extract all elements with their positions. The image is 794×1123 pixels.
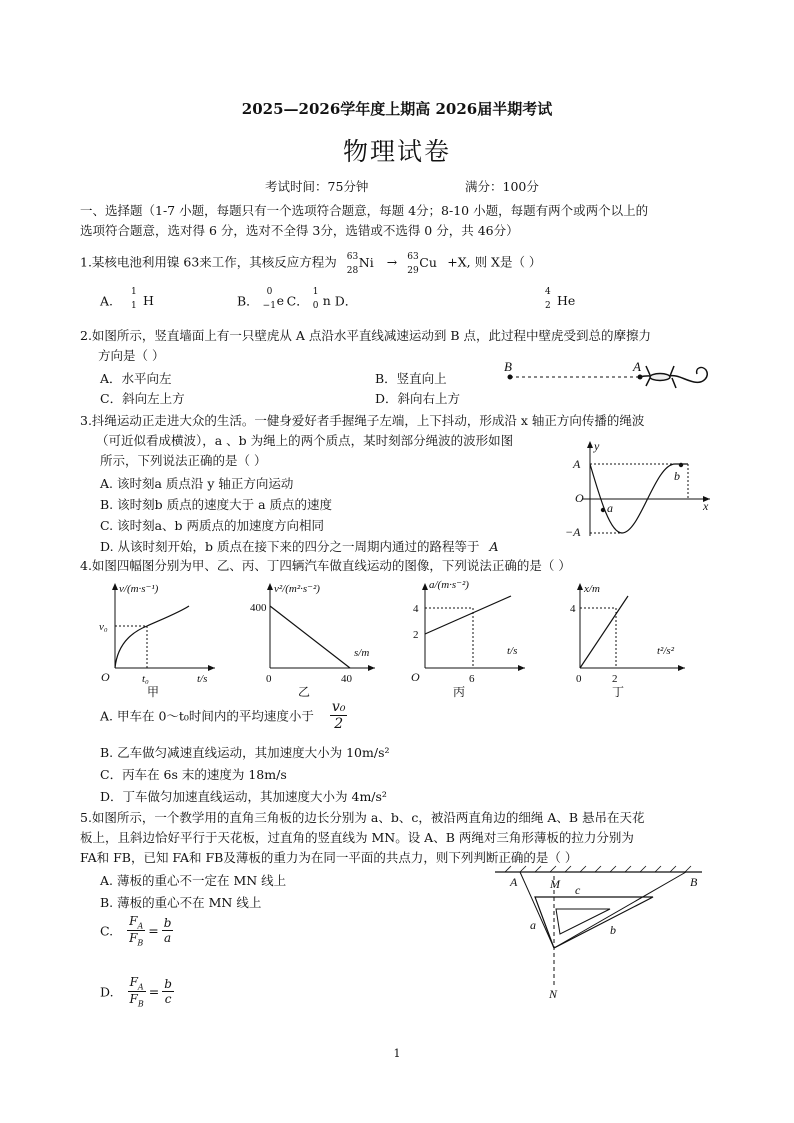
- y-label: v/(m·s⁻¹): [119, 583, 159, 595]
- half-v0-fraction: [330, 699, 348, 732]
- sub: B: [137, 999, 144, 1009]
- nuclide-symbol: H: [143, 293, 154, 308]
- point-b: [679, 463, 683, 467]
- y-tick: v₀: [99, 621, 108, 633]
- label-a: A: [633, 359, 641, 374]
- nuclide-z: 2: [545, 301, 551, 311]
- sym: F: [129, 992, 138, 1007]
- nuclide-ni: [347, 250, 387, 276]
- graph-jia: [99, 583, 215, 698]
- nuclide-z: −1: [262, 301, 276, 311]
- motion-graphs: [95, 578, 705, 698]
- sub: A: [137, 921, 144, 931]
- amp-pos-label: A: [573, 457, 581, 471]
- amp-neg-label: −A: [565, 525, 581, 539]
- frac-num: v₀: [331, 699, 346, 715]
- reaction-arrow: →: [386, 254, 398, 270]
- label-a: a: [530, 918, 536, 932]
- gecko-icon: [640, 366, 707, 388]
- nuclide-e: [263, 289, 287, 315]
- x-arrow-icon: [678, 665, 685, 671]
- y-arrow-icon: [587, 441, 593, 448]
- y-arrow-icon: [422, 583, 428, 590]
- origin-label: 0: [266, 673, 272, 685]
- force-ratio: [128, 975, 146, 1009]
- length-ratio: [162, 916, 174, 945]
- q4-option-a-text: A. 甲车在 0～t₀时间内的平均速度小于: [100, 708, 314, 724]
- q3-stem-2: （可近似看成横波），a 、b 为绳上的两个质点，某时刻部分绳波的波形如图: [96, 433, 514, 448]
- nuclide-symbol: e: [276, 293, 285, 308]
- x-tick: 6: [469, 673, 475, 685]
- frac-num: [128, 975, 146, 992]
- q4-option-a: [100, 699, 347, 732]
- nuclide-symbol: n: [322, 293, 331, 308]
- label-B: B: [690, 875, 698, 889]
- label-A: A: [510, 875, 518, 889]
- x-label: x: [703, 499, 709, 513]
- q4-option-c: C．丙车在 6s 末的速度为 18m/s: [100, 767, 287, 782]
- frac-den: c: [164, 992, 172, 1007]
- q4-option-b: B. 乙车做匀减速直线运动，其加速度大小为 10m/s²: [100, 745, 390, 760]
- q2-stem-1: 2.如图所示，竖直墙面上有一只壁虎从 A 点沿水平直线减速运动到 B 点，此过程中壁虎受到总的摩擦力: [80, 328, 652, 343]
- origin-label: O: [101, 670, 110, 684]
- x-arrow-icon: [368, 665, 375, 671]
- frac-den: 2: [334, 716, 344, 732]
- graph-ding: [570, 583, 685, 698]
- q2-option-b: B．竖直向上: [375, 371, 447, 386]
- graph-bing: [411, 579, 525, 698]
- nuclide-n: [313, 289, 335, 315]
- sym: F: [129, 975, 138, 989]
- full-score: 满分：100分: [465, 179, 539, 194]
- frac-num: b: [164, 977, 172, 992]
- q1-option-d: [545, 289, 585, 315]
- amplitude-symbol: A: [489, 539, 499, 554]
- caption: 乙: [298, 685, 311, 698]
- section-instructions-1: 一、选择题（1-7 小题，每题只有一个选项符合题意，每题 4分；8-10 小题，每题有两个或两个以上的: [80, 203, 649, 218]
- origin-label: 0: [576, 673, 582, 685]
- q3-option-d-text: D. 从该时刻开始，b 质点在接下来的四分之一周期内通过的路程等于: [100, 539, 480, 554]
- q2-option-d: D．斜向右上方: [375, 391, 461, 406]
- q3-stem-1: 3.抖绳运动正走进大众的生活。一健身爱好者手握绳子左端，上下抖动，形成沿 x 轴正方向传播的绳波: [80, 413, 645, 428]
- frac-den: [127, 931, 145, 947]
- y-arrow-icon: [577, 583, 583, 590]
- option-label: A.: [100, 293, 114, 309]
- q4-stem: 4.如图四幅图分别为甲、乙、丙、丁四辆汽车做直线运动的图像，下列说法正确的是（ ）: [80, 558, 571, 573]
- ceiling-hatch: [505, 866, 691, 872]
- equals: =: [148, 923, 159, 939]
- q1-stem-text: 1.某核电池利用镍 63来工作，其核反应方程为: [80, 254, 337, 270]
- nuclide-mass: 1: [131, 287, 137, 297]
- frac-num: b: [163, 916, 172, 931]
- nuclide-z: 0: [312, 301, 319, 311]
- q5-stem-2: 板上，且斜边恰好平行于天花板，过直角的竖直线为 MN。设 A、B 两绳对三角形薄板的拉力分别为: [80, 830, 634, 845]
- x-arrow-icon: [518, 665, 525, 671]
- q5-option-b: B. 薄板的重心不在 MN 线上: [100, 895, 262, 910]
- section-instructions-2: 选项符合题意，选对得 6 分，选对不全得 3分，选错或不选得 0 分，共 46分）: [80, 223, 519, 238]
- y-tick: 400: [250, 602, 267, 614]
- triangle-hole: [556, 909, 610, 934]
- q5-option-d: [100, 975, 174, 1009]
- origin-label: O: [411, 670, 420, 684]
- q3-option-c: C. 该时刻a、b 两质点的加速度方向相同: [100, 518, 324, 533]
- nuclide-mass: 0: [266, 287, 273, 297]
- x-tick: 40: [341, 673, 352, 685]
- nuclide-symbol: Cu: [419, 255, 437, 270]
- nuclide-mass: 4: [545, 287, 551, 297]
- q3-option-b: B. 该时刻b 质点的速度大于 a 质点的速度: [100, 497, 333, 512]
- nuclide-mass: 63: [407, 252, 419, 262]
- q5-stem-1: 5.如图所示，一个教学用的直角三角板的边长分别为 a、b、c，被沿两直角边的细绳 A、B 悬吊在天花: [80, 810, 645, 825]
- q5-option-a: A. 薄板的重心不一定在 MN 线上: [100, 873, 287, 888]
- exam-time: 考试时间：75分钟: [265, 179, 369, 194]
- point-a: [601, 508, 605, 512]
- y-tick: 4: [570, 603, 576, 615]
- frac-den: [128, 992, 146, 1008]
- y-label: v²/(m²·s⁻²): [274, 583, 320, 595]
- nuclide-he: [545, 289, 585, 315]
- v-curve: [115, 606, 189, 668]
- frac-den: a: [164, 931, 172, 946]
- label-a: a: [607, 501, 613, 515]
- q1-option-a: [100, 289, 171, 315]
- q2-option-a: A．水平向左: [100, 371, 172, 386]
- label-N: N: [549, 987, 558, 1001]
- gecko-figure: [500, 350, 720, 400]
- subject-title: 物理试卷: [342, 137, 451, 166]
- sym: F: [129, 914, 138, 928]
- q3-option-a: A. 该时刻a 质点沿 y 轴正方向运动: [100, 476, 294, 491]
- nuclide-symbol: Ni: [358, 255, 374, 270]
- rope-a: [520, 872, 554, 948]
- graph-yi: [250, 583, 375, 698]
- frac-num: [127, 914, 145, 931]
- option-label-d: D．: [334, 293, 358, 309]
- origin-label: O: [575, 491, 584, 505]
- x-label: t²/s²: [657, 645, 674, 657]
- a-line: [425, 596, 511, 634]
- force-ratio: [127, 914, 145, 948]
- x-label: s/m: [354, 647, 370, 659]
- x-label: t/s: [197, 673, 208, 685]
- label-c: c: [575, 883, 581, 897]
- label-b: B: [504, 359, 512, 374]
- nuclide-h: [131, 289, 171, 315]
- y-arrow-icon: [267, 583, 273, 590]
- q1-option-b: [237, 289, 357, 315]
- nuclide-symbol: He: [557, 293, 576, 308]
- nuclide-mass: 63: [346, 252, 359, 262]
- nuclide-mass: 1: [312, 287, 319, 297]
- y-label: y: [594, 439, 600, 453]
- q2-stem-2: 方向是（ ）: [98, 348, 165, 363]
- option-label: C.: [100, 923, 114, 939]
- y-tick: 4: [413, 603, 419, 615]
- page-number: 1: [393, 1047, 401, 1060]
- caption: 丁: [612, 685, 625, 698]
- option-label: B．: [237, 293, 259, 309]
- q1-stem-end: +X, 则 X是（ ）: [447, 254, 542, 270]
- equals: =: [148, 984, 160, 1000]
- v2-line: [270, 606, 350, 668]
- option-label: C．: [286, 293, 309, 309]
- y-tick-2: 2: [413, 629, 419, 641]
- caption: 丙: [453, 685, 466, 698]
- y-arrow-icon: [112, 583, 118, 590]
- x-line: [580, 596, 628, 668]
- wave-figure: [560, 438, 720, 548]
- exam-title: 2025—2026学年度上期高 2026届半期考试: [241, 100, 553, 118]
- nuclide-z: 29: [407, 266, 419, 276]
- q3-option-d: [100, 537, 499, 555]
- sub: A: [137, 982, 144, 992]
- y-label: x/m: [584, 583, 600, 595]
- triangle-board: [535, 897, 653, 948]
- q3-stem-3: 所示，下列说法正确的是（ ）: [100, 453, 267, 468]
- x-label: t/s: [507, 645, 518, 657]
- triangle-figure: [490, 864, 710, 1004]
- x-arrow-icon: [208, 665, 215, 671]
- label-b: b: [674, 469, 680, 483]
- x-tick: t₀: [142, 673, 149, 685]
- nuclide-z: 1: [131, 301, 137, 311]
- q2-option-c: C．斜向左上方: [100, 391, 185, 406]
- q4-option-d: D．丁车做匀加速直线运动，其加速度大小为 4m/s²: [100, 789, 387, 804]
- nuclide-cu: [407, 250, 447, 276]
- sub: B: [137, 938, 144, 948]
- nuclide-z: 28: [346, 266, 359, 276]
- q1-stem: [80, 250, 541, 276]
- rope-b: [554, 872, 686, 948]
- caption: 甲: [147, 685, 160, 698]
- label-b: b: [610, 923, 616, 937]
- q5-option-c: [100, 914, 173, 948]
- option-label: D.: [100, 984, 114, 1000]
- length-ratio: [162, 977, 174, 1006]
- x-tick: 2: [612, 673, 618, 685]
- sym: F: [129, 931, 138, 946]
- q5-stem-3: FA和 FB，已知 FA和 FB及薄板的重力为在同一平面的共点力，则下列判断正确的是（ ）: [80, 850, 578, 865]
- y-label: a/(m·s⁻²): [429, 579, 469, 591]
- label-M: M: [550, 877, 560, 891]
